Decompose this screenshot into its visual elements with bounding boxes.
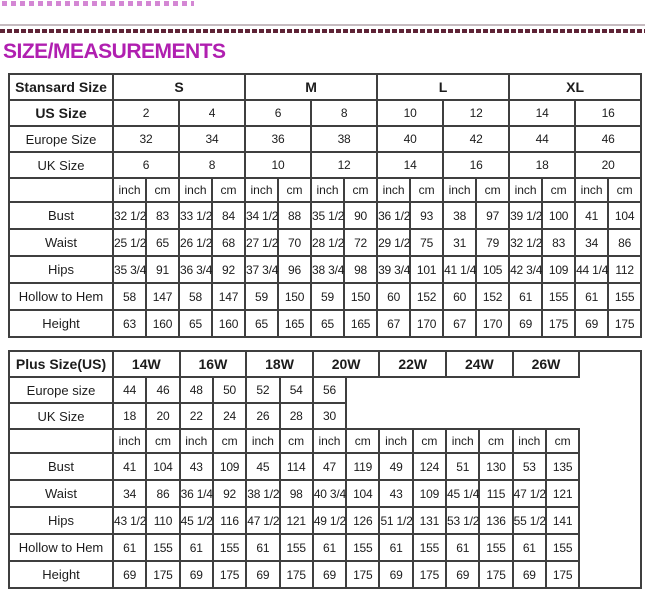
measurement-cell: 61 — [513, 534, 546, 561]
measurement-cell: 83 — [146, 202, 179, 229]
measurement-cell: 39 3/4 — [377, 256, 410, 283]
measurement-cell: 155 — [608, 283, 641, 310]
size-cell: 12 — [443, 100, 509, 126]
size-header-row — [9, 74, 641, 100]
measurement-cell: 65 — [146, 229, 179, 256]
size-cell: 22 — [180, 403, 213, 429]
unit-label: inch — [377, 178, 410, 202]
measurement-cell: 47 1/2 — [246, 507, 279, 534]
size-conversion-row — [9, 100, 641, 126]
measurement-cell: 109 — [542, 256, 575, 283]
measurement-cell: 92 — [213, 480, 246, 507]
measurement-cell: 165 — [278, 310, 311, 337]
measurement-cell: 130 — [479, 453, 512, 480]
measurement-row — [9, 256, 641, 283]
measurement-cell: 43 — [180, 453, 213, 480]
size-group-label: M — [245, 74, 377, 100]
measurement-cell: 53 1/2 — [446, 507, 479, 534]
measurement-cell: 65 — [311, 310, 344, 337]
measurement-row — [9, 310, 641, 337]
measurement-cell: 155 — [542, 283, 575, 310]
unit-label: cm — [476, 178, 509, 202]
size-cell: 6 — [113, 152, 179, 178]
measurement-row-label: Hollow to Hem — [9, 283, 113, 310]
measurement-cell: 170 — [476, 310, 509, 337]
measurement-cell: 45 — [246, 453, 279, 480]
measurement-cell: 61 — [246, 534, 279, 561]
measurement-cell: 69 — [313, 561, 346, 588]
measurement-cell: 93 — [410, 202, 443, 229]
measurement-cell: 147 — [146, 283, 179, 310]
measurement-cell: 147 — [212, 283, 245, 310]
measurement-cell: 36 3/4 — [179, 256, 212, 283]
measurement-cell: 155 — [479, 534, 512, 561]
measurement-cell: 110 — [146, 507, 179, 534]
unit-row-empty-label — [9, 429, 113, 453]
measurement-cell: 38 1/2 — [246, 480, 279, 507]
size-group-label: 18W — [246, 351, 313, 377]
measurement-row-label: Hips — [9, 256, 113, 283]
measurement-cell: 61 — [509, 283, 542, 310]
measurement-cell: 105 — [476, 256, 509, 283]
measurement-cell: 83 — [542, 229, 575, 256]
size-cell: 44 — [113, 377, 146, 403]
measurement-cell: 119 — [346, 453, 379, 480]
measurement-cell: 44 1/4 — [575, 256, 608, 283]
measurement-cell: 115 — [479, 480, 512, 507]
size-cell: 16 — [443, 152, 509, 178]
size-conversion-row — [9, 403, 641, 429]
measurement-cell: 67 — [377, 310, 410, 337]
measurement-cell: 31 — [443, 229, 476, 256]
size-conversion-row — [9, 126, 641, 152]
empty-column — [579, 351, 641, 588]
measurement-cell: 47 1/2 — [513, 480, 546, 507]
measurement-cell: 175 — [608, 310, 641, 337]
size-cell: 42 — [443, 126, 509, 152]
measurement-row-label: Hollow to Hem — [9, 534, 113, 561]
size-cell: 46 — [575, 126, 641, 152]
measurement-cell: 69 — [246, 561, 279, 588]
measurement-cell: 124 — [413, 453, 446, 480]
measurement-cell: 175 — [213, 561, 246, 588]
size-cell: 56 — [313, 377, 346, 403]
size-cell: 12 — [311, 152, 377, 178]
measurement-cell: 28 1/2 — [311, 229, 344, 256]
measurement-cell: 32 1/2 — [113, 202, 146, 229]
size-cell: 20 — [146, 403, 179, 429]
measurement-cell: 175 — [479, 561, 512, 588]
measurement-cell: 26 1/2 — [179, 229, 212, 256]
unit-row-empty-label — [9, 178, 113, 202]
measurement-cell: 121 — [546, 480, 579, 507]
measurement-row-label: Bust — [9, 202, 113, 229]
size-cell: 40 — [377, 126, 443, 152]
measurement-cell: 150 — [344, 283, 377, 310]
measurement-cell: 35 3/4 — [113, 256, 146, 283]
measurement-cell: 58 — [179, 283, 212, 310]
measurement-cell: 65 — [245, 310, 278, 337]
unit-label: cm — [410, 178, 443, 202]
measurement-cell: 60 — [443, 283, 476, 310]
measurement-cell: 155 — [413, 534, 446, 561]
measurement-cell: 69 — [113, 561, 146, 588]
measurement-cell: 155 — [546, 534, 579, 561]
size-group-label: 26W — [513, 351, 580, 377]
measurement-cell: 69 — [575, 310, 608, 337]
measurement-cell: 75 — [410, 229, 443, 256]
unit-label: inch — [113, 429, 146, 453]
thin-divider-line — [0, 24, 645, 26]
unit-label: inch — [311, 178, 344, 202]
dashed-separator-line — [0, 29, 645, 33]
measurement-cell: 32 1/2 — [509, 229, 542, 256]
size-cell: 52 — [246, 377, 279, 403]
measurement-row-label: Height — [9, 561, 113, 588]
measurement-cell: 63 — [113, 310, 146, 337]
unit-label: cm — [344, 178, 377, 202]
measurement-cell: 98 — [344, 256, 377, 283]
row-label: UK Size — [9, 403, 113, 429]
measurement-cell: 45 1/2 — [180, 507, 213, 534]
measurement-cell: 43 1/2 — [113, 507, 146, 534]
measurement-cell: 43 — [379, 480, 412, 507]
measurement-cell: 58 — [113, 283, 146, 310]
measurement-cell: 88 — [278, 202, 311, 229]
measurement-cell: 101 — [410, 256, 443, 283]
measurement-cell: 59 — [245, 283, 278, 310]
unit-row — [9, 178, 641, 202]
measurement-cell: 69 — [446, 561, 479, 588]
measurement-cell: 69 — [180, 561, 213, 588]
measurement-row — [9, 229, 641, 256]
measurement-cell: 51 — [446, 453, 479, 480]
measurement-cell: 38 — [443, 202, 476, 229]
measurement-cell: 150 — [278, 283, 311, 310]
unit-label: cm — [546, 429, 579, 453]
size-cell: 4 — [179, 100, 245, 126]
row-label: Europe Size — [9, 126, 113, 152]
unit-label: inch — [245, 178, 278, 202]
measurement-cell: 112 — [608, 256, 641, 283]
measurement-cell: 155 — [346, 534, 379, 561]
measurement-cell: 38 3/4 — [311, 256, 344, 283]
size-cell: 34 — [179, 126, 245, 152]
measurement-cell: 86 — [146, 480, 179, 507]
row-label: UK Size — [9, 152, 113, 178]
unit-label: cm — [413, 429, 446, 453]
measurement-cell: 39 1/2 — [509, 202, 542, 229]
measurement-cell: 155 — [146, 534, 179, 561]
unit-label: inch — [246, 429, 279, 453]
measurement-cell: 152 — [410, 283, 443, 310]
measurement-cell: 51 1/2 — [379, 507, 412, 534]
measurement-cell: 40 3/4 — [313, 480, 346, 507]
size-group-label: 22W — [379, 351, 446, 377]
measurement-cell: 165 — [344, 310, 377, 337]
measurement-cell: 41 — [113, 453, 146, 480]
unit-label: cm — [213, 429, 246, 453]
unit-label: inch — [179, 178, 212, 202]
unit-label: cm — [608, 178, 641, 202]
unit-label: inch — [379, 429, 412, 453]
measurement-cell: 104 — [346, 480, 379, 507]
measurement-cell: 98 — [280, 480, 313, 507]
unit-label: inch — [113, 178, 146, 202]
size-cell: 14 — [377, 152, 443, 178]
measurement-cell: 141 — [546, 507, 579, 534]
measurement-cell: 175 — [146, 561, 179, 588]
measurement-cell: 114 — [280, 453, 313, 480]
measurement-cell: 33 1/2 — [179, 202, 212, 229]
unit-label: cm — [479, 429, 512, 453]
size-group-label: 24W — [446, 351, 513, 377]
size-cell: 44 — [509, 126, 575, 152]
measurement-cell: 55 1/2 — [513, 507, 546, 534]
size-cell: 10 — [377, 100, 443, 126]
measurement-row-label: Waist — [9, 229, 113, 256]
measurement-cell: 69 — [379, 561, 412, 588]
size-cell: 6 — [245, 100, 311, 126]
measurement-cell: 104 — [146, 453, 179, 480]
measurement-cell: 152 — [476, 283, 509, 310]
unit-label: inch — [509, 178, 542, 202]
size-conversion-row — [9, 152, 641, 178]
measurement-cell: 155 — [213, 534, 246, 561]
measurement-cell: 27 1/2 — [245, 229, 278, 256]
measurement-cell: 53 — [513, 453, 546, 480]
size-cell: 54 — [280, 377, 313, 403]
measurement-row-label: Bust — [9, 453, 113, 480]
measurement-cell: 42 3/4 — [509, 256, 542, 283]
measurement-cell: 91 — [146, 256, 179, 283]
measurement-cell: 67 — [443, 310, 476, 337]
measurement-cell: 37 3/4 — [245, 256, 278, 283]
measurement-cell: 79 — [476, 229, 509, 256]
unit-label: inch — [446, 429, 479, 453]
measurement-cell: 170 — [410, 310, 443, 337]
size-table-header-label: Plus Size(US) — [9, 351, 113, 377]
measurement-cell: 34 — [575, 229, 608, 256]
measurement-cell: 104 — [608, 202, 641, 229]
measurement-cell: 69 — [509, 310, 542, 337]
page-title: SIZE/MEASUREMENTS — [3, 40, 226, 63]
measurement-cell: 131 — [413, 507, 446, 534]
unit-label: cm — [278, 178, 311, 202]
measurement-cell: 97 — [476, 202, 509, 229]
measurement-cell: 45 1/4 — [446, 480, 479, 507]
measurement-cell: 41 — [575, 202, 608, 229]
measurement-cell: 90 — [344, 202, 377, 229]
measurement-cell: 49 1/2 — [313, 507, 346, 534]
measurement-cell: 69 — [513, 561, 546, 588]
measurement-cell: 61 — [379, 534, 412, 561]
size-cell: 18 — [113, 403, 146, 429]
measurement-cell: 109 — [213, 453, 246, 480]
measurement-cell: 61 — [180, 534, 213, 561]
unit-label: cm — [280, 429, 313, 453]
size-cell: 50 — [213, 377, 246, 403]
measurement-cell: 96 — [278, 256, 311, 283]
measurement-cell: 175 — [546, 561, 579, 588]
measurement-cell: 84 — [212, 202, 245, 229]
size-group-label: L — [377, 74, 509, 100]
size-cell: 20 — [575, 152, 641, 178]
measurement-cell: 136 — [479, 507, 512, 534]
measurement-row — [9, 534, 641, 561]
measurement-cell: 68 — [212, 229, 245, 256]
size-cell: 24 — [213, 403, 246, 429]
measurement-cell: 34 — [113, 480, 146, 507]
measurement-cell: 121 — [280, 507, 313, 534]
measurement-row — [9, 283, 641, 310]
standard-size-table — [8, 73, 642, 338]
size-cell: 16 — [575, 100, 641, 126]
measurement-cell: 155 — [280, 534, 313, 561]
measurement-cell: 47 — [313, 453, 346, 480]
measurement-cell: 61 — [313, 534, 346, 561]
size-cell: 18 — [509, 152, 575, 178]
plus-size-table — [8, 350, 642, 589]
unit-label: inch — [313, 429, 346, 453]
measurement-cell: 36 1/2 — [377, 202, 410, 229]
clipped-top-text-marks — [2, 1, 194, 6]
measurement-cell: 70 — [278, 229, 311, 256]
size-conversion-row — [9, 377, 641, 403]
size-group-label: XL — [509, 74, 641, 100]
size-cell: 8 — [179, 152, 245, 178]
measurement-cell: 61 — [575, 283, 608, 310]
size-group-label: 16W — [180, 351, 247, 377]
measurement-row-label: Height — [9, 310, 113, 337]
measurement-cell: 72 — [344, 229, 377, 256]
measurement-cell: 25 1/2 — [113, 229, 146, 256]
measurement-cell: 116 — [213, 507, 246, 534]
measurement-cell: 36 1/4 — [180, 480, 213, 507]
measurement-cell: 160 — [146, 310, 179, 337]
measurement-row — [9, 480, 641, 507]
size-table-header-label: Stansard Size — [9, 74, 113, 100]
size-cell: 8 — [311, 100, 377, 126]
measurement-cell: 61 — [113, 534, 146, 561]
size-group-label: 20W — [313, 351, 380, 377]
size-cell: 48 — [180, 377, 213, 403]
measurement-cell: 65 — [179, 310, 212, 337]
measurement-cell: 135 — [546, 453, 579, 480]
measurement-row — [9, 453, 641, 480]
size-cell: 32 — [113, 126, 179, 152]
measurement-cell: 92 — [212, 256, 245, 283]
measurement-cell: 61 — [446, 534, 479, 561]
unit-label: cm — [146, 178, 179, 202]
measurement-row — [9, 507, 641, 534]
size-cell: 30 — [313, 403, 346, 429]
size-header-row — [9, 351, 641, 377]
measurement-cell: 175 — [542, 310, 575, 337]
measurement-cell: 175 — [413, 561, 446, 588]
measurement-cell: 175 — [280, 561, 313, 588]
unit-row — [9, 429, 641, 453]
size-group-label: 14W — [113, 351, 180, 377]
measurement-cell: 41 1/4 — [443, 256, 476, 283]
measurement-cell: 100 — [542, 202, 575, 229]
unit-label: inch — [575, 178, 608, 202]
measurement-cell: 34 1/2 — [245, 202, 278, 229]
unit-label: cm — [346, 429, 379, 453]
size-cell: 10 — [245, 152, 311, 178]
measurement-cell: 86 — [608, 229, 641, 256]
measurement-row-label: Waist — [9, 480, 113, 507]
measurement-cell: 175 — [346, 561, 379, 588]
row-label: Europe size — [9, 377, 113, 403]
measurement-cell: 29 1/2 — [377, 229, 410, 256]
unit-label: cm — [212, 178, 245, 202]
measurement-cell: 49 — [379, 453, 412, 480]
size-cell: 2 — [113, 100, 179, 126]
size-cell: 26 — [246, 403, 279, 429]
unit-label: inch — [443, 178, 476, 202]
measurement-row-label: Hips — [9, 507, 113, 534]
size-group-label: S — [113, 74, 245, 100]
measurement-cell: 60 — [377, 283, 410, 310]
measurement-row — [9, 202, 641, 229]
measurement-cell: 109 — [413, 480, 446, 507]
measurement-cell: 160 — [212, 310, 245, 337]
unit-label: inch — [180, 429, 213, 453]
unit-label: inch — [513, 429, 546, 453]
unit-label: cm — [542, 178, 575, 202]
measurement-cell: 35 1/2 — [311, 202, 344, 229]
unit-label: cm — [146, 429, 179, 453]
size-cell: 14 — [509, 100, 575, 126]
size-cell: 28 — [280, 403, 313, 429]
measurement-row — [9, 561, 641, 588]
size-cell: 46 — [146, 377, 179, 403]
measurement-cell: 59 — [311, 283, 344, 310]
measurement-cell: 126 — [346, 507, 379, 534]
row-label: US Size — [9, 100, 113, 126]
size-cell: 38 — [311, 126, 377, 152]
size-cell: 36 — [245, 126, 311, 152]
